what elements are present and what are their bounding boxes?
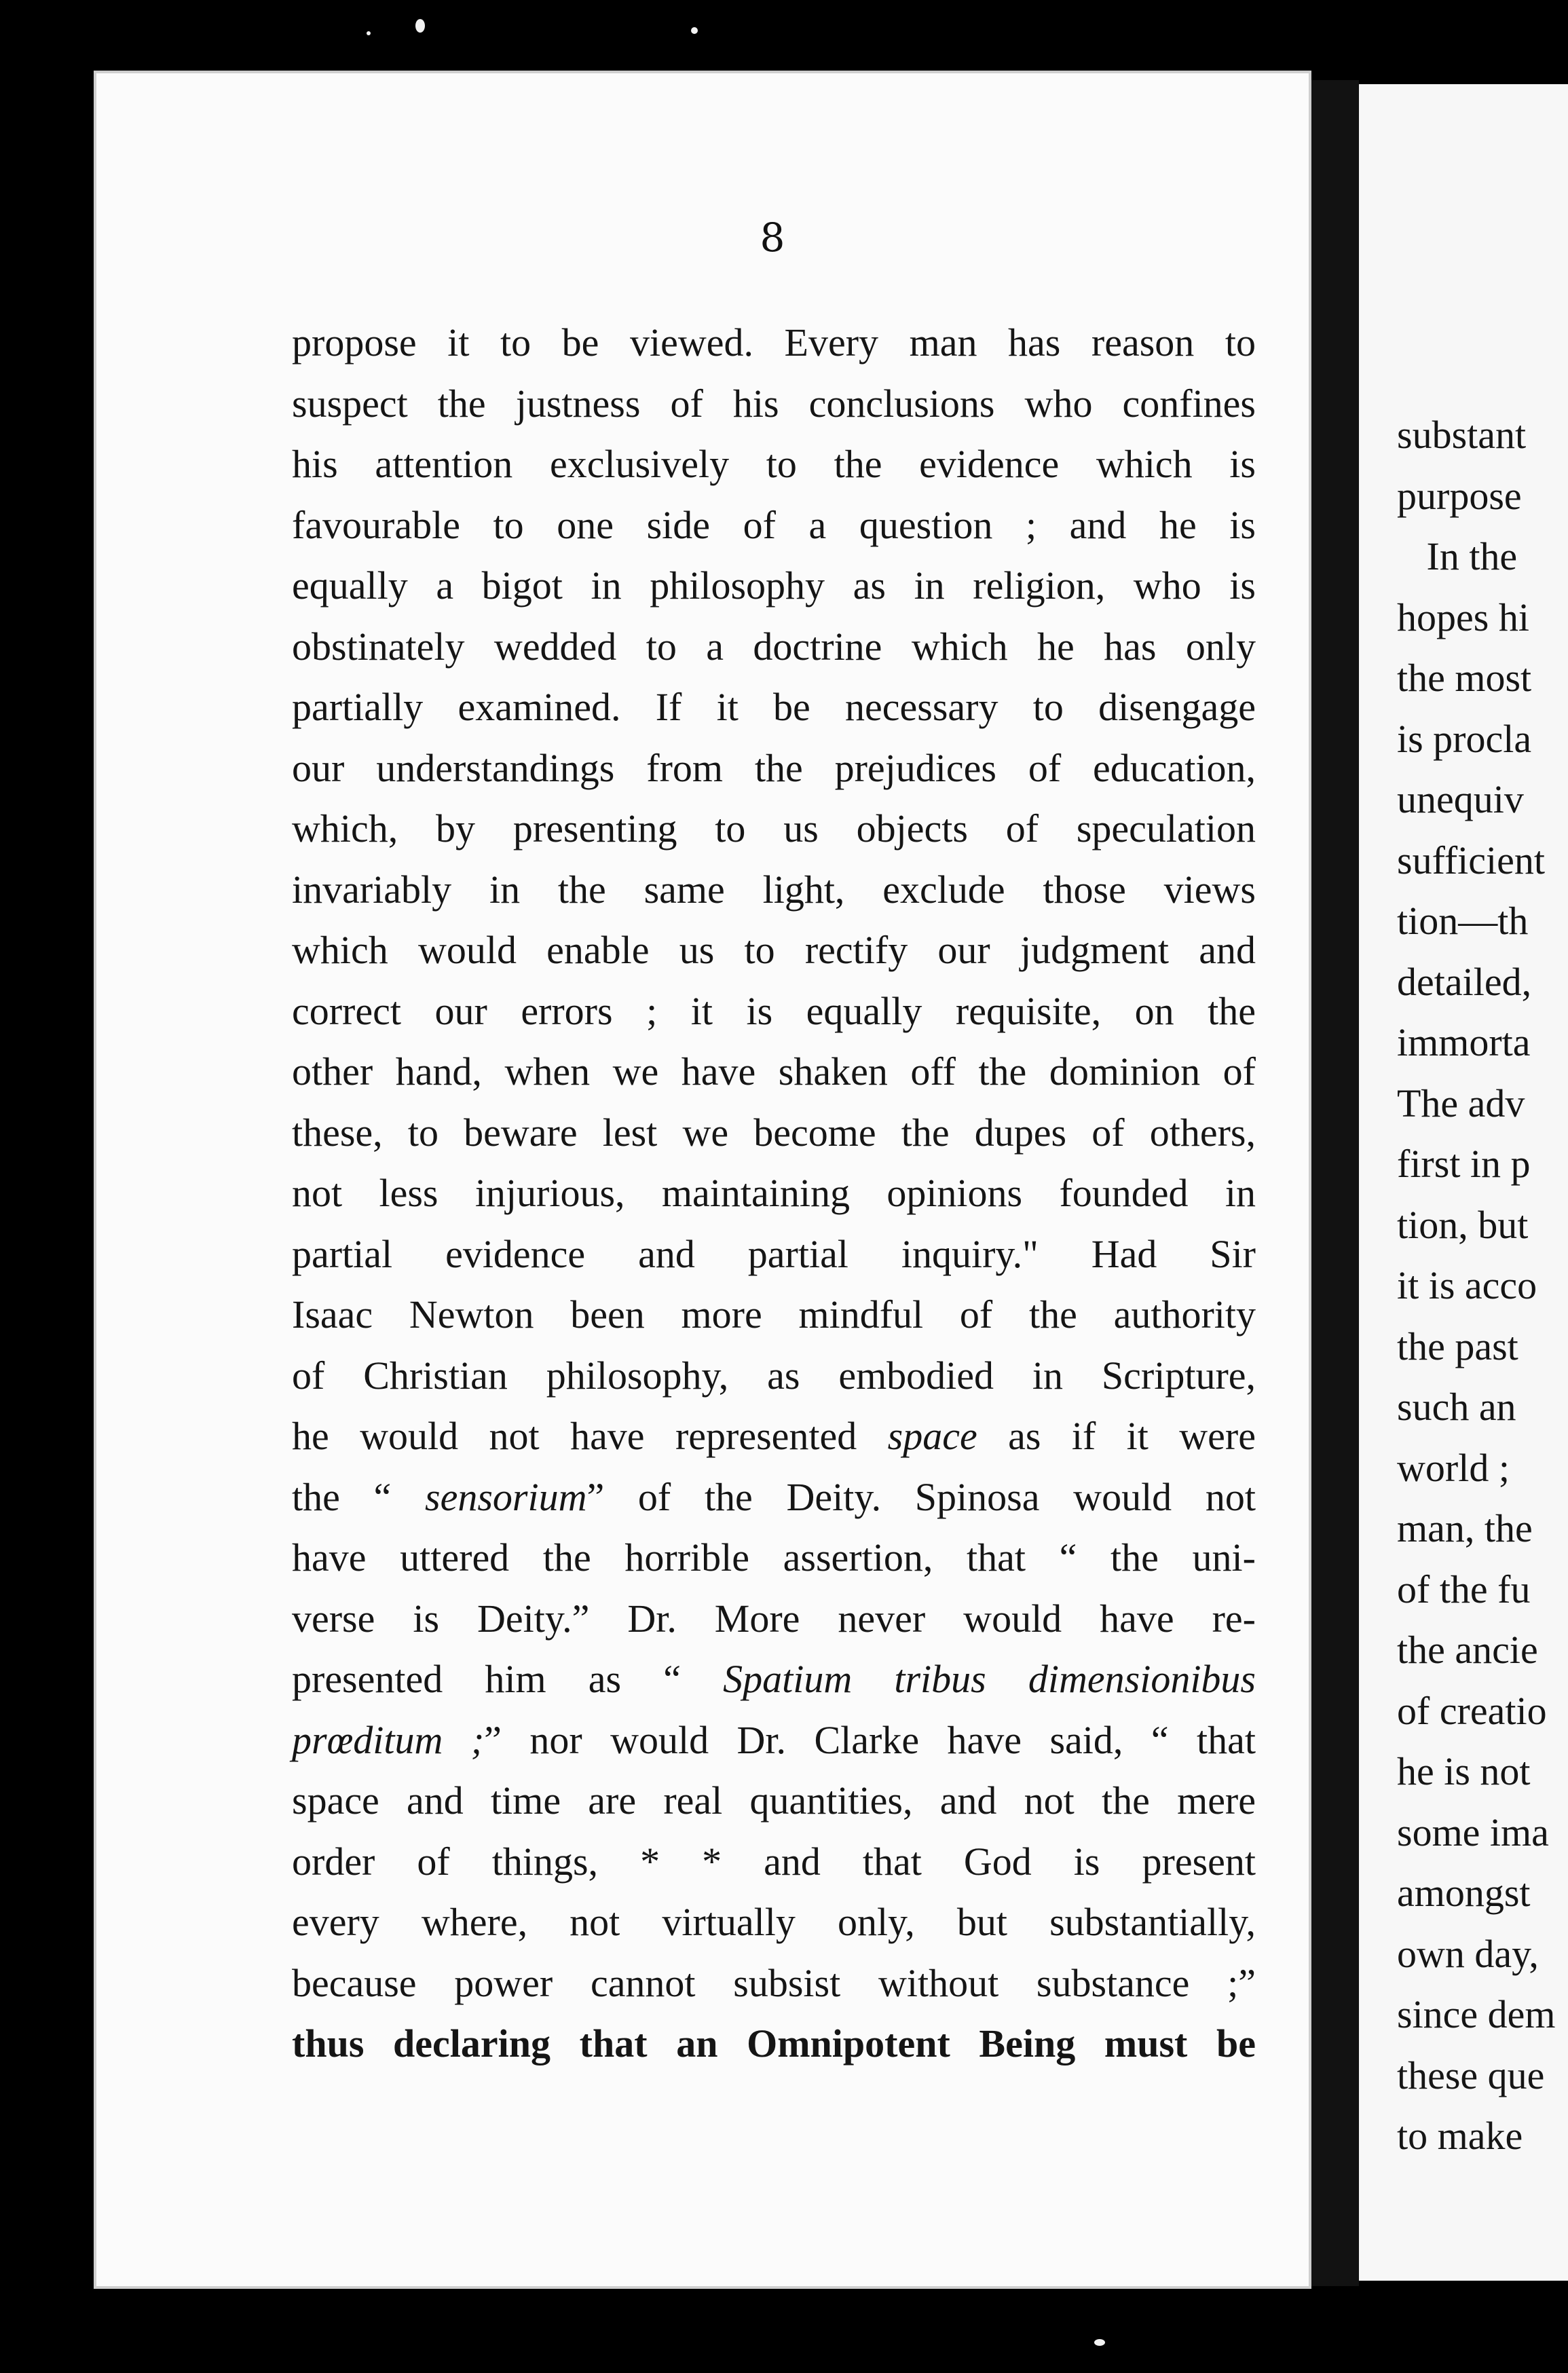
text-line: of Christian philosophy, as embodied in Scripture, (292, 1353, 1256, 1398)
facing-line: such an (1397, 1385, 1516, 1429)
text-line: our understandings from the prejudices of education, (292, 745, 1256, 790)
facing-line: immorta (1397, 1020, 1531, 1064)
text-line: suspect the justness of his conclusions who confines (292, 381, 1256, 426)
text-line: thus declaring that an Omnipotent Being must be (292, 2021, 1256, 2066)
text-line (292, 1710, 1256, 1771)
text-run: as if it were (977, 1414, 1256, 1458)
dust-speck (415, 19, 425, 33)
dust-speck (367, 31, 371, 35)
text-line: Isaac Newton been more mindful of the authority (292, 1292, 1256, 1337)
italic-term: sensorium (425, 1474, 587, 1519)
text-run: ” nor would Dr. Clarke have said, “ that (484, 1717, 1256, 1762)
text-line: equally a bigot in philosophy as in religion, who is (292, 563, 1256, 608)
page-text (292, 312, 1256, 2074)
dust-speck (691, 27, 698, 34)
facing-line: since dem (1397, 1992, 1556, 2036)
text-line: partially examined. If it be necessary to disengage (292, 685, 1256, 729)
book-gutter (1311, 80, 1359, 2286)
facing-line: he is not (1397, 1749, 1531, 1793)
text-line (292, 1406, 1256, 1467)
text-line: obstinately wedded to a doctrine which he has only (292, 624, 1256, 669)
facing-page (1359, 84, 1568, 2281)
text-line: which, by presenting to us objects of speculation (292, 806, 1256, 851)
facing-line: tion—th (1397, 899, 1529, 943)
text-line: these, to beware lest we become the dupes of others, (292, 1110, 1256, 1155)
facing-line: detailed, (1397, 959, 1532, 1004)
text-line: partial evidence and partial inquiry." Had Sir (292, 1231, 1256, 1276)
text-run: presented him as “ (292, 1657, 724, 1701)
text-run: he would not have represented (292, 1414, 888, 1458)
text-line: have uttered the horrible assertion, that “ the uni- (292, 1535, 1256, 1580)
text-line: space and time are real quantities, and not the mere (292, 1778, 1256, 1823)
text-line: other hand, when we have shaken off the dominion of (292, 1049, 1256, 1094)
facing-line: The adv (1397, 1081, 1525, 1125)
facing-line: of creatio (1397, 1688, 1547, 1733)
facing-line: of the fu (1397, 1567, 1531, 1611)
page-number: 8 (760, 214, 785, 261)
facing-line: substant (1397, 413, 1527, 457)
facing-line: hopes hi (1397, 595, 1529, 639)
facing-line: unequiv (1397, 777, 1524, 821)
facing-line: is procla (1397, 716, 1532, 761)
text-line: correct our errors ; it is equally requisite, on the (292, 988, 1256, 1033)
text-line: not less injurious, maintaining opinions founded in (292, 1171, 1256, 1215)
facing-line: tion, but (1397, 1202, 1529, 1247)
text-line: verse is Deity.” Dr. More never would have re- (292, 1596, 1256, 1641)
facing-page-text (1397, 405, 1568, 2167)
text-line: every where, not virtually only, but substantially, (292, 1900, 1256, 1944)
facing-line: it is acco (1397, 1263, 1537, 1307)
facing-line: amongst (1397, 1871, 1531, 1915)
text-line: invariably in the same light, exclude those views (292, 867, 1256, 912)
text-run: ” of the Deity. Spinosa would not (586, 1474, 1256, 1519)
facing-line: world ; (1397, 1445, 1510, 1490)
italic-term: space (887, 1414, 977, 1458)
facing-line: own day, (1397, 1931, 1539, 1976)
italic-term: Spatium tribus dimensionibus (723, 1657, 1256, 1701)
facing-line: some ima (1397, 1810, 1549, 1854)
facing-line: to make (1397, 2114, 1523, 2158)
facing-line: purpose (1397, 473, 1522, 518)
facing-line: these que (1397, 2053, 1545, 2097)
text-line (292, 1649, 1256, 1710)
text-run: the “ (292, 1474, 426, 1519)
facing-line: first in p (1397, 1142, 1531, 1186)
facing-line: the ancie (1397, 1628, 1538, 1672)
dust-speck (1094, 2339, 1105, 2346)
text-line: his attention exclusively to the evidence which is (292, 442, 1256, 486)
facing-line: the most (1397, 656, 1532, 700)
text-line: because power cannot subsist without substance ;” (292, 1960, 1256, 2005)
text-line: which would enable us to rectify our judgment and (292, 928, 1256, 972)
facing-line: In the (1397, 534, 1518, 578)
text-line: favourable to one side of a question ; and he is (292, 502, 1256, 547)
text-line: propose it to be viewed. Every man has reason to (292, 320, 1256, 365)
text-line (292, 1467, 1256, 1528)
facing-line: sufficient (1397, 838, 1545, 882)
facing-line: man, the (1397, 1506, 1533, 1550)
facing-line: the past (1397, 1324, 1518, 1368)
italic-term: prœditum ; (292, 1717, 485, 1762)
text-line: order of things, * * and that God is present (292, 1839, 1256, 1884)
